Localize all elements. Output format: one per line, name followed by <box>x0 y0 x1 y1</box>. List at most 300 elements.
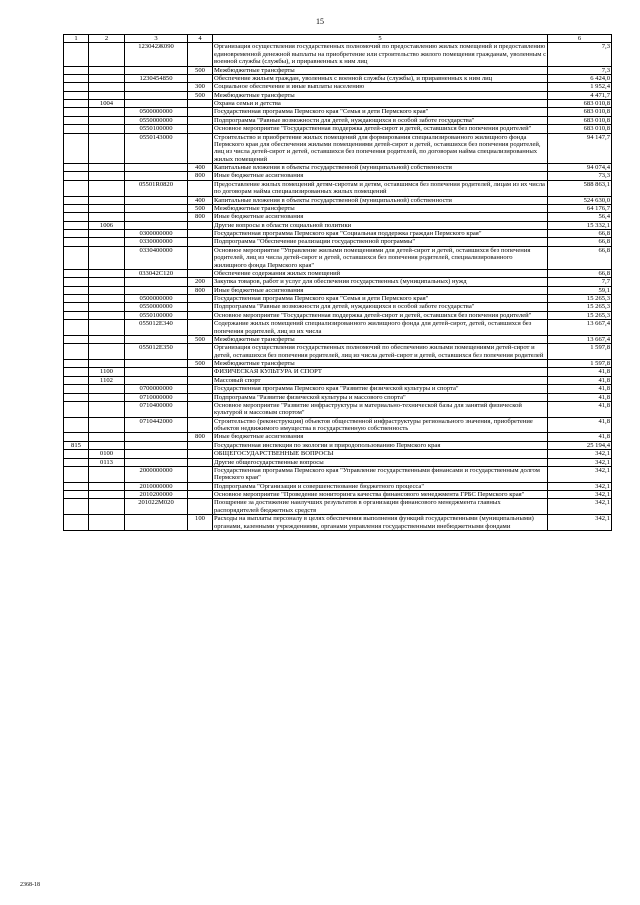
cell-c6: 41,8 <box>548 417 612 433</box>
cell-c6: 15 265,3 <box>548 311 612 319</box>
cell-c5: Основное мероприятие "Государственная поддержка детей-сирот и детей, оставшихся без попечения родителей" <box>213 125 548 133</box>
cell-c2 <box>89 91 125 99</box>
cell-c5: Строительство и приобретение жилых помещений для формирования специализированного жилищного фонда Пермского края для обеспечения жилыми помещениями детей-сирот и детей, оставшихся без попечения родителей, лиц из числа детей-сирот и детей, оставшихся без попечения родителей, по договорам найма специализированных жилых помещений <box>213 133 548 164</box>
cell-c5: Другие общегосударственные вопросы <box>213 458 548 466</box>
table-row <box>64 458 612 466</box>
cell-c1 <box>64 221 89 229</box>
cell-c2 <box>89 295 125 303</box>
cell-c1 <box>64 116 89 124</box>
table-row <box>64 368 612 376</box>
cell-c6: 342,1 <box>548 458 612 466</box>
cell-c6: 64 176,7 <box>548 204 612 212</box>
cell-c3: 123042Ж090 <box>125 43 188 66</box>
cell-c6: 94 074,4 <box>548 164 612 172</box>
cell-c5: Государственная программа Пермского края "Развитие физической культуры и спорта" <box>213 385 548 393</box>
cell-c3 <box>125 204 188 212</box>
cell-c1 <box>64 108 89 116</box>
cell-c6: 66,8 <box>548 269 612 277</box>
cell-c6: 1 597,8 <box>548 344 612 360</box>
cell-c2 <box>89 238 125 246</box>
cell-c2 <box>89 83 125 91</box>
cell-c4: 800 <box>188 286 213 294</box>
cell-c5: Массовый спорт <box>213 376 548 384</box>
table-row <box>64 246 612 269</box>
cell-c4 <box>188 320 213 336</box>
cell-c4 <box>188 466 213 482</box>
cell-c2 <box>89 499 125 515</box>
cell-c2 <box>89 303 125 311</box>
cell-c3: 2010200000 <box>125 491 188 499</box>
cell-c2 <box>89 278 125 286</box>
table-row <box>64 385 612 393</box>
cell-c2 <box>89 286 125 294</box>
cell-c5: Подпрограмма "Равные возможности для детей, нуждающихся в особой заботе государства" <box>213 116 548 124</box>
cell-c3: 0550143000 <box>125 133 188 164</box>
cell-c6: 342,1 <box>548 450 612 458</box>
cell-c2 <box>89 441 125 449</box>
cell-c5: Капитальные вложения в объекты государственной (муниципальной) собственности <box>213 196 548 204</box>
cell-c4: 200 <box>188 278 213 286</box>
header-cell: 2 <box>89 35 125 43</box>
cell-c2: 0100 <box>89 450 125 458</box>
cell-c2 <box>89 125 125 133</box>
cell-c5: Подпрограмма "Развитие физической культуры и массового спорта" <box>213 393 548 401</box>
table-row <box>64 83 612 91</box>
cell-c6: 342,1 <box>548 499 612 515</box>
table-row <box>64 433 612 441</box>
table-row <box>64 466 612 482</box>
cell-c4: 500 <box>188 335 213 343</box>
cell-c4 <box>188 499 213 515</box>
cell-c1 <box>64 491 89 499</box>
cell-c5: Иные бюджетные ассигнования <box>213 172 548 180</box>
cell-c5: Предоставление жилых помещений детям-сиротам и детям, оставшимся без попечения родителей, лицам из их числа по договорам найма специализированных жилых помещений <box>213 180 548 196</box>
cell-c4 <box>188 74 213 82</box>
cell-c1 <box>64 125 89 133</box>
cell-c1 <box>64 83 89 91</box>
table-row <box>64 286 612 294</box>
cell-c3: 0500000000 <box>125 295 188 303</box>
table-row <box>64 204 612 212</box>
cell-c6: 7,3 <box>548 43 612 66</box>
table-row <box>64 482 612 490</box>
cell-c2: 1102 <box>89 376 125 384</box>
table-row <box>64 303 612 311</box>
cell-c1 <box>64 66 89 74</box>
cell-c4: 400 <box>188 196 213 204</box>
cell-c4: 100 <box>188 515 213 531</box>
cell-c2 <box>89 417 125 433</box>
table-row <box>64 417 612 433</box>
cell-c3 <box>125 221 188 229</box>
cell-c4 <box>188 311 213 319</box>
cell-c6: 683 010,8 <box>548 125 612 133</box>
cell-c6: 342,1 <box>548 482 612 490</box>
cell-c4 <box>188 295 213 303</box>
cell-c3 <box>125 450 188 458</box>
table-row <box>64 100 612 108</box>
cell-c2 <box>89 335 125 343</box>
cell-c3: 0710442000 <box>125 417 188 433</box>
cell-c1 <box>64 204 89 212</box>
cell-c5: Организация осуществления государственных полномочий по обеспечению жилыми помещениями детей-сирот и детей, оставшихся без попечения родителей, лиц из числа детей-сирот и детей, оставшихся без попечения родителей <box>213 344 548 360</box>
cell-c2 <box>89 172 125 180</box>
cell-c1 <box>64 133 89 164</box>
cell-c1 <box>64 433 89 441</box>
cell-c6: 1 952,4 <box>548 83 612 91</box>
cell-c3 <box>125 278 188 286</box>
cell-c3: 0550100000 <box>125 311 188 319</box>
cell-c2 <box>89 204 125 212</box>
cell-c5: Межбюджетные трансферты <box>213 204 548 212</box>
cell-c1 <box>64 164 89 172</box>
cell-c4: 800 <box>188 213 213 221</box>
cell-c4: 800 <box>188 172 213 180</box>
cell-c3 <box>125 196 188 204</box>
cell-c1 <box>64 515 89 531</box>
cell-c4 <box>188 385 213 393</box>
cell-c2 <box>89 320 125 336</box>
table-row <box>64 441 612 449</box>
cell-c4 <box>188 125 213 133</box>
cell-c2 <box>89 116 125 124</box>
cell-c6: 56,4 <box>548 213 612 221</box>
cell-c2 <box>89 401 125 417</box>
table-row <box>64 499 612 515</box>
cell-c2: 1004 <box>89 100 125 108</box>
cell-c1 <box>64 286 89 294</box>
cell-c4: 300 <box>188 83 213 91</box>
table-row <box>64 43 612 66</box>
cell-c6: 13 667,4 <box>548 335 612 343</box>
cell-c6: 588 863,1 <box>548 180 612 196</box>
cell-c2 <box>89 482 125 490</box>
table-row <box>64 125 612 133</box>
cell-c6: 342,1 <box>548 515 612 531</box>
cell-c4: 500 <box>188 204 213 212</box>
header-cell: 3 <box>125 35 188 43</box>
table-row <box>64 133 612 164</box>
cell-c1 <box>64 344 89 360</box>
header-row <box>64 35 612 43</box>
page-number: 15 <box>316 17 324 26</box>
cell-c4 <box>188 401 213 417</box>
cell-c5: ФИЗИЧЕСКАЯ КУЛЬТУРА И СПОРТ <box>213 368 548 376</box>
cell-c3: 055012Е340 <box>125 320 188 336</box>
table-row <box>64 320 612 336</box>
cell-c6: 25 194,4 <box>548 441 612 449</box>
cell-c4 <box>188 100 213 108</box>
cell-c4 <box>188 221 213 229</box>
cell-c4 <box>188 238 213 246</box>
cell-c1 <box>64 385 89 393</box>
cell-c4: 800 <box>188 433 213 441</box>
cell-c1 <box>64 482 89 490</box>
cell-c1 <box>64 180 89 196</box>
cell-c5: Межбюджетные трансферты <box>213 66 548 74</box>
cell-c1 <box>64 368 89 376</box>
table-row <box>64 335 612 343</box>
header-cell: 1 <box>64 35 89 43</box>
cell-c6: 524 630,0 <box>548 196 612 204</box>
cell-c5: Обеспечение содержания жилых помещений <box>213 269 548 277</box>
cell-c3 <box>125 433 188 441</box>
cell-c3 <box>125 441 188 449</box>
cell-c1 <box>64 458 89 466</box>
cell-c5: Государственная программа Пермского края "Семья и дети Пермского края" <box>213 295 548 303</box>
cell-c5: Иные бюджетные ассигнования <box>213 213 548 221</box>
cell-c5: Другие вопросы в области социальной политики <box>213 221 548 229</box>
cell-c5: Основное мероприятие "Государственная поддержка детей-сирот и детей, оставшихся без попечения родителей" <box>213 311 548 319</box>
cell-c2 <box>89 213 125 221</box>
table-row <box>64 360 612 368</box>
cell-c2 <box>89 66 125 74</box>
cell-c1 <box>64 278 89 286</box>
cell-c1 <box>64 401 89 417</box>
cell-c3: 201022М020 <box>125 499 188 515</box>
cell-c4 <box>188 393 213 401</box>
table-row <box>64 450 612 458</box>
cell-c3: 0300000000 <box>125 230 188 238</box>
cell-c2 <box>89 344 125 360</box>
table-row <box>64 295 612 303</box>
cell-c1 <box>64 303 89 311</box>
cell-c5: Расходы на выплаты персоналу в целях обеспечения выполнения функций государственными (муниципальными) органами, казенными учреждениями, органами управления государственными внебюджетными фондами <box>213 515 548 531</box>
cell-c2 <box>89 133 125 164</box>
cell-c5: Социальное обеспечение и иные выплаты населению <box>213 83 548 91</box>
cell-c2 <box>89 230 125 238</box>
cell-c2 <box>89 466 125 482</box>
cell-c4 <box>188 441 213 449</box>
table-row <box>64 491 612 499</box>
cell-c1 <box>64 360 89 368</box>
cell-c6: 41,8 <box>548 385 612 393</box>
cell-c4 <box>188 133 213 164</box>
header-cell: 5 <box>213 35 548 43</box>
cell-c1 <box>64 311 89 319</box>
table-row <box>64 238 612 246</box>
cell-c6: 4 471,7 <box>548 91 612 99</box>
cell-c4 <box>188 482 213 490</box>
cell-c4 <box>188 450 213 458</box>
cell-c4 <box>188 116 213 124</box>
cell-c4 <box>188 269 213 277</box>
table-body <box>64 43 612 531</box>
cell-c6: 59,1 <box>548 286 612 294</box>
cell-c2 <box>89 196 125 204</box>
cell-c4 <box>188 491 213 499</box>
cell-c2 <box>89 164 125 172</box>
cell-c2 <box>89 433 125 441</box>
cell-c6: 41,8 <box>548 433 612 441</box>
cell-c5: Содержание жилых помещений специализированного жилищного фонда для детей-сирот, детей, оставшихся без попечения родителей, лиц из их числа <box>213 320 548 336</box>
table-row <box>64 180 612 196</box>
cell-c6: 41,8 <box>548 393 612 401</box>
cell-c1 <box>64 376 89 384</box>
cell-c4 <box>188 180 213 196</box>
cell-c3 <box>125 100 188 108</box>
cell-c5: Государственная программа Пермского края "Семья и дети Пермского края" <box>213 108 548 116</box>
cell-c2 <box>89 311 125 319</box>
cell-c6: 94 147,7 <box>548 133 612 164</box>
cell-c6: 41,8 <box>548 376 612 384</box>
cell-c1 <box>64 213 89 221</box>
cell-c2 <box>89 269 125 277</box>
cell-c3 <box>125 286 188 294</box>
cell-c2 <box>89 246 125 269</box>
cell-c5: Подпрограмма "Равные возможности для детей, нуждающихся в особой заботе государства" <box>213 303 548 311</box>
cell-c3 <box>125 368 188 376</box>
table-row <box>64 108 612 116</box>
cell-c5: Обеспечение жильем граждан, уволенных с военной службы (службы), и приравненных к ним лиц <box>213 74 548 82</box>
cell-c6: 41,8 <box>548 368 612 376</box>
cell-c1 <box>64 246 89 269</box>
cell-c1 <box>64 450 89 458</box>
cell-c4 <box>188 108 213 116</box>
cell-c2 <box>89 43 125 66</box>
cell-c3: 033042С120 <box>125 269 188 277</box>
cell-c5: Межбюджетные трансферты <box>213 91 548 99</box>
cell-c3: 0550000000 <box>125 116 188 124</box>
table-row <box>64 311 612 319</box>
cell-c1 <box>64 320 89 336</box>
cell-c3: 055012Е350 <box>125 344 188 360</box>
cell-c6: 7,3 <box>548 66 612 74</box>
table-row <box>64 278 612 286</box>
table-row <box>64 172 612 180</box>
cell-c6: 15 332,1 <box>548 221 612 229</box>
cell-c2 <box>89 360 125 368</box>
cell-c5: Государственная программа Пермского края "Социальная поддержка граждан Пермского края" <box>213 230 548 238</box>
cell-c5: Подпрограмма "Организация и совершенствование бюджетного процесса" <box>213 482 548 490</box>
cell-c5: ОБЩЕГОСУДАРСТВЕННЫЕ ВОПРОСЫ <box>213 450 548 458</box>
cell-c4 <box>188 376 213 384</box>
cell-c4 <box>188 458 213 466</box>
cell-c4 <box>188 368 213 376</box>
cell-c2 <box>89 491 125 499</box>
header-cell: 4 <box>188 35 213 43</box>
table-row <box>64 91 612 99</box>
cell-c5: Охрана семьи и детства <box>213 100 548 108</box>
cell-c3 <box>125 213 188 221</box>
cell-c1 <box>64 196 89 204</box>
cell-c6: 7,7 <box>548 278 612 286</box>
cell-c3: 2000000000 <box>125 466 188 482</box>
cell-c5: Иные бюджетные ассигнования <box>213 286 548 294</box>
cell-c5: Государственная инспекция по экологии и природопользованию Пермского края <box>213 441 548 449</box>
cell-c4: 500 <box>188 91 213 99</box>
cell-c3: 0550000000 <box>125 303 188 311</box>
cell-c5: Межбюджетные трансферты <box>213 335 548 343</box>
cell-c1 <box>64 172 89 180</box>
cell-c3 <box>125 515 188 531</box>
cell-c1 <box>64 417 89 433</box>
cell-c4: 400 <box>188 164 213 172</box>
cell-c5: Закупка товаров, работ и услуг для обеспечения государственных (муниципальных) нужд <box>213 278 548 286</box>
table-row <box>64 213 612 221</box>
cell-c2 <box>89 393 125 401</box>
cell-c5: Основное мероприятие "Проведение мониторинга качества финансового менеджмента ГРБС Пермского края" <box>213 491 548 499</box>
cell-c1 <box>64 499 89 515</box>
cell-c2: 1006 <box>89 221 125 229</box>
cell-c4 <box>188 230 213 238</box>
cell-c3: 0710400000 <box>125 401 188 417</box>
cell-c2: 0113 <box>89 458 125 466</box>
table-row <box>64 344 612 360</box>
table-row <box>64 515 612 531</box>
cell-c4 <box>188 303 213 311</box>
cell-c1 <box>64 295 89 303</box>
cell-c6: 342,1 <box>548 466 612 482</box>
cell-c4 <box>188 43 213 66</box>
table-row <box>64 221 612 229</box>
cell-c5: Организация осуществления государственных полномочий по предоставлению жилых помещений и предоставлению единовременной денежной выплаты на приобретение или строительство жилого помещения гражданам, уволенным с военной службы (службы), и приравненных к ним лиц <box>214 43 547 66</box>
table-row <box>64 74 612 82</box>
table-row <box>64 164 612 172</box>
cell-c6: 342,1 <box>548 491 612 499</box>
cell-c6: 41,8 <box>548 401 612 417</box>
cell-c3: 0500000000 <box>125 108 188 116</box>
cell-c1 <box>64 100 89 108</box>
cell-c1 <box>64 335 89 343</box>
cell-c3 <box>125 172 188 180</box>
cell-c6: 6 424,0 <box>548 74 612 82</box>
cell-c6: 15 265,3 <box>548 295 612 303</box>
cell-c6: 683 010,8 <box>548 100 612 108</box>
cell-c1 <box>64 269 89 277</box>
cell-c3: 2010000000 <box>125 482 188 490</box>
cell-c6: 66,8 <box>548 238 612 246</box>
cell-c5: Поощрение за достижение наилучших результатов в организации финансового менеджмента главных распорядителей бюджетных средств <box>213 499 548 515</box>
cell-c5: Основное мероприятие "Развитие инфраструктуры и материально-технической базы для занятий физической культурой и массовым спортом" <box>213 401 548 417</box>
cell-c5: Строительство (реконструкция) объектов общественной инфраструктуры регионального значения, приобретение объектов недвижимого имущества в государственную собственность <box>213 417 548 433</box>
cell-c1 <box>64 393 89 401</box>
cell-c2 <box>89 74 125 82</box>
cell-c6: 13 667,4 <box>548 320 612 336</box>
table-row <box>64 376 612 384</box>
cell-c1 <box>64 91 89 99</box>
cell-c3 <box>125 360 188 368</box>
cell-c1 <box>64 230 89 238</box>
table-row <box>64 66 612 74</box>
cell-c3: 0710000000 <box>125 393 188 401</box>
table-row <box>64 196 612 204</box>
cell-c4 <box>188 344 213 360</box>
cell-c3 <box>125 376 188 384</box>
cell-c3 <box>125 458 188 466</box>
cell-c4: 500 <box>188 360 213 368</box>
cell-c1: 815 <box>64 441 89 449</box>
cell-c3 <box>125 164 188 172</box>
cell-c1 <box>64 43 89 66</box>
cell-c6: 1 597,8 <box>548 360 612 368</box>
cell-c3 <box>125 91 188 99</box>
cell-c2 <box>89 515 125 531</box>
cell-c3: 0550100000 <box>125 125 188 133</box>
cell-c4 <box>188 417 213 433</box>
cell-c6: 66,8 <box>548 246 612 269</box>
cell-c2 <box>89 385 125 393</box>
cell-c3: 1230454850 <box>125 74 188 82</box>
cell-c4: 500 <box>188 66 213 74</box>
header-cell: 6 <box>548 35 612 43</box>
cell-c3 <box>125 335 188 343</box>
cell-c6: 73,3 <box>548 172 612 180</box>
cell-c3 <box>125 66 188 74</box>
cell-c5: Государственная программа Пермского края "Управление государственными финансами и государственным долгом Пермского края" <box>213 466 548 482</box>
cell-c5: Подпрограмма "Обеспечение реализации государственной программы" <box>213 238 548 246</box>
cell-c3: 0330400000 <box>125 246 188 269</box>
